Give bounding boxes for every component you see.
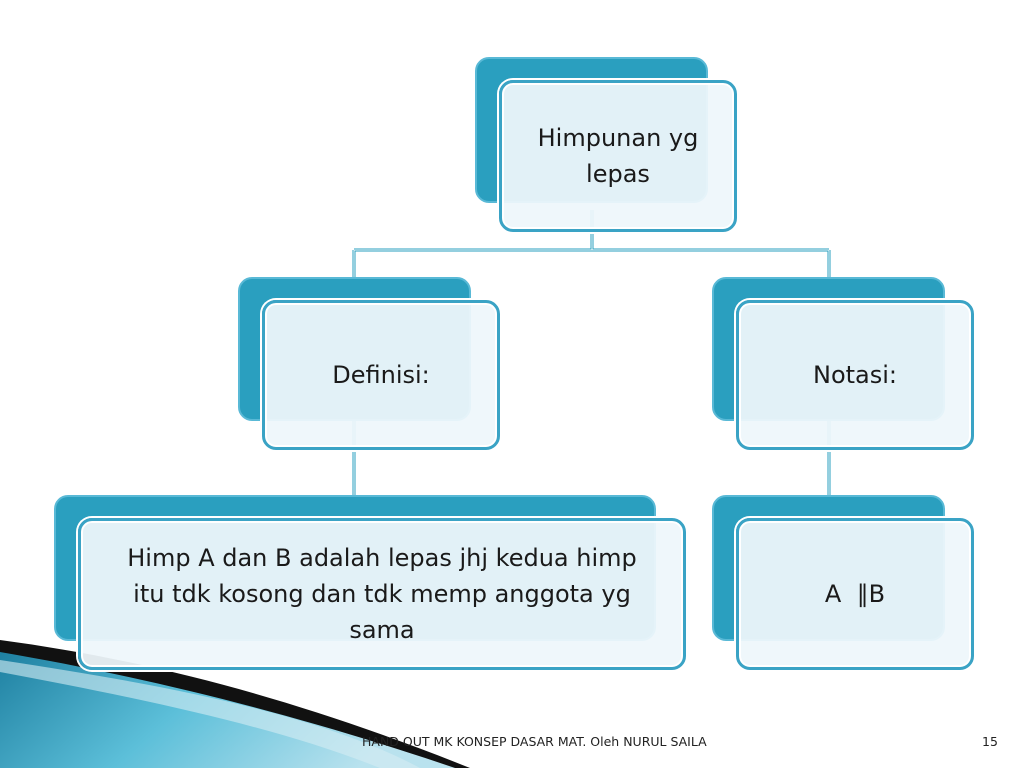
definition-detail-box bbox=[78, 518, 686, 670]
root-node-line2: lepas bbox=[586, 160, 650, 188]
definition-detail-text: Himp A dan B adalah lepas jhj kedua himp itu tdk kosong dan tdk memp anggota yg sama bbox=[127, 544, 637, 644]
definition-title: Definisi: bbox=[332, 361, 430, 389]
root-node-box bbox=[499, 80, 737, 232]
footer-text: HAND OUT MK KONSEP DASAR MAT. Oleh NURUL SAILA bbox=[362, 734, 707, 749]
notation-detail-text: A ∥B bbox=[824, 580, 886, 608]
page-number: 15 bbox=[982, 734, 998, 749]
definition-node-box bbox=[262, 300, 500, 450]
notation-detail-box bbox=[736, 518, 974, 670]
root-node-line1: Himpunan yg bbox=[537, 124, 699, 152]
notation-node-box bbox=[736, 300, 974, 450]
notation-title: Notasi: bbox=[812, 361, 897, 389]
